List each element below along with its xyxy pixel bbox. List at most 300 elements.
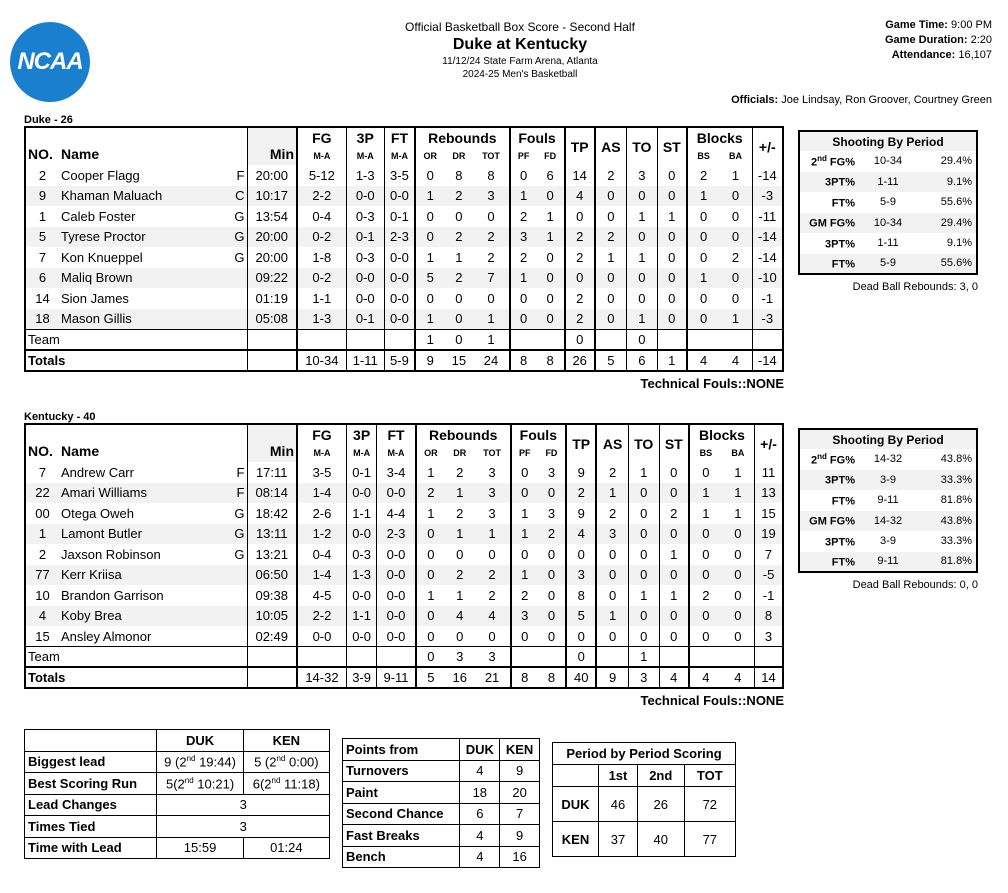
col-st: ST	[659, 424, 689, 462]
player-minutes: 13:11	[247, 524, 297, 545]
player-assists: 2	[596, 503, 628, 524]
player-ba: 0	[722, 565, 755, 586]
shooting-row	[799, 470, 977, 491]
team-tp: 0	[566, 647, 596, 668]
points-from-duk: 6	[460, 803, 500, 825]
col-fd: FD	[537, 147, 565, 165]
player-def-reb: 2	[444, 227, 473, 248]
player-plus-minus: 19	[755, 524, 783, 545]
player-minutes: 17:11	[247, 462, 297, 483]
player-three-pt: 0-3	[346, 206, 384, 227]
team-title: Duke - 26	[24, 114, 73, 126]
period-1st-score: 46	[599, 787, 638, 822]
best-run-ken: 6(2nd 11:18)	[243, 773, 329, 795]
player-plus-minus: -10	[752, 268, 783, 289]
period-header-2nd: 2nd	[637, 765, 684, 787]
totals-fd: 8	[537, 350, 565, 371]
player-name: Sion James	[61, 290, 129, 306]
player-steals: 0	[659, 565, 689, 586]
col-blocks: Blocks	[687, 127, 752, 147]
period-total-score: 77	[684, 822, 735, 857]
player-row	[25, 288, 783, 309]
player-fg: 2-2	[297, 606, 346, 627]
player-turnovers: 0	[628, 503, 659, 524]
shooting-by-period-away	[798, 130, 978, 293]
col-fouls: Fouls	[511, 424, 566, 444]
player-off-reb: 0	[416, 544, 445, 565]
player-pf: 2	[511, 585, 538, 606]
player-pf: 3	[510, 227, 537, 248]
player-fg: 1-3	[297, 309, 346, 330]
player-ba: 2	[731, 249, 740, 265]
shooting-label: 3PT%	[825, 536, 855, 549]
player-position: G	[234, 526, 245, 542]
team-turnovers: 0	[626, 329, 657, 350]
player-ba: 0	[719, 186, 752, 207]
player-position: F	[236, 485, 245, 501]
player-fd: 0	[538, 565, 566, 586]
player-turnovers: 1	[628, 585, 659, 606]
totals-ba: 4	[722, 667, 755, 688]
shooting-row	[799, 213, 977, 234]
col-3p-ma: M-A	[346, 444, 376, 462]
col-bs: BS	[687, 147, 720, 165]
player-pf: 1	[511, 565, 538, 586]
player-three-pt: 0-1	[346, 309, 384, 330]
player-tp: 8	[566, 585, 596, 606]
player-ft: 2-3	[377, 524, 416, 545]
player-turnovers: 0	[628, 626, 659, 647]
shooting-row	[799, 511, 977, 532]
player-ft: 0-0	[377, 544, 416, 565]
shooting-by-period-home	[798, 428, 978, 591]
shooting-row	[799, 233, 977, 254]
player-tot-reb: 3	[474, 483, 510, 504]
player-fg: 0-2	[297, 268, 346, 289]
totals-turnovers: 6	[626, 350, 657, 371]
player-number: 77	[25, 565, 59, 586]
totals-fg: 14-32	[297, 667, 346, 688]
player-name-cell	[59, 309, 247, 330]
player-name-cell	[59, 462, 247, 483]
best-run-duk: 5(2nd 10:21)	[157, 773, 243, 795]
shooting-made-attempted: 9-11	[877, 494, 899, 507]
team-def-reb: 0	[444, 329, 473, 350]
col-to: TO	[628, 424, 659, 462]
player-minutes: 10:17	[247, 186, 297, 207]
player-three-pt: 0-3	[346, 247, 384, 268]
totals-row	[25, 350, 783, 371]
player-name: Kerr Kriisa	[61, 567, 122, 583]
totals-ba: 4	[719, 350, 752, 371]
col-pf: PF	[510, 147, 537, 165]
player-pf: 2	[510, 206, 537, 227]
player-fg: 1-8	[297, 247, 346, 268]
player-turnovers: 1	[626, 247, 657, 268]
col-or: OR	[415, 147, 444, 165]
best-run-label: Best Scoring Run	[25, 773, 157, 795]
player-pf: 1	[510, 186, 537, 207]
player-turnovers: 0	[628, 565, 659, 586]
time-with-lead-ken: 01:24	[243, 837, 329, 859]
player-off-reb: 0	[416, 565, 445, 586]
player-tot-reb: 0	[488, 628, 496, 644]
totals-pf: 8	[510, 350, 537, 371]
team-tot-reb: 1	[473, 329, 509, 350]
player-tot-reb: 0	[487, 208, 495, 224]
player-ba: 0	[734, 546, 742, 562]
player-tp: 9	[566, 503, 596, 524]
player-plus-minus: -3	[752, 186, 783, 207]
lead-changes-row	[25, 794, 330, 816]
shooting-table	[798, 130, 978, 275]
shooting-row	[799, 552, 977, 573]
player-steals: 1	[659, 544, 689, 565]
player-fd: 6	[546, 167, 554, 183]
player-assists: 0	[595, 288, 627, 309]
player-turnovers: 1	[626, 206, 657, 227]
player-name-cell	[59, 186, 247, 207]
player-turnovers: 0	[626, 268, 657, 289]
shooting-pct: 55.6%	[917, 254, 977, 275]
points-from-label: Paint	[343, 782, 460, 804]
player-ft: 2-3	[384, 227, 415, 248]
player-name-cell	[59, 544, 247, 565]
player-off-reb: 1	[416, 462, 445, 483]
player-def-reb: 2	[444, 186, 473, 207]
player-fg: 2-6	[297, 503, 346, 524]
player-tp: 2	[565, 288, 595, 309]
col-fd: FD	[538, 444, 566, 462]
duration-label: Game Duration:	[885, 34, 968, 46]
shooting-label: GM FG%	[799, 213, 859, 234]
player-name-cell	[59, 268, 247, 289]
player-assists: 2	[595, 227, 627, 248]
player-bs: 2	[687, 165, 720, 186]
team-section-away	[24, 114, 784, 391]
player-def-reb: 2	[456, 505, 464, 521]
player-tp: 2	[565, 247, 595, 268]
player-fg: 0-0	[297, 626, 346, 647]
player-tot-reb: 3	[488, 464, 496, 480]
player-row	[25, 626, 783, 647]
totals-label: Totals	[25, 667, 247, 688]
period-scoring-title: Period by Period Scoring	[553, 743, 736, 765]
report-subtitle: Official Basketball Box Score - Second Half	[405, 20, 635, 34]
player-number: 00	[35, 505, 50, 521]
player-row	[25, 206, 783, 227]
player-fd: 0	[547, 587, 556, 603]
player-position: G	[234, 505, 245, 521]
player-def-reb: 2	[444, 268, 473, 289]
player-assists: 0	[595, 309, 627, 330]
shooting-made-attempted: 3-9	[859, 470, 917, 491]
player-number: 7	[38, 464, 47, 480]
shooting-label: 3PT%	[799, 470, 859, 491]
col-to: TO	[626, 127, 657, 165]
lead-changes-value: 3	[157, 794, 330, 816]
player-tp: 5	[566, 606, 596, 627]
player-plus-minus: 7	[755, 544, 783, 565]
player-assists: 2	[596, 462, 628, 483]
period-header-1st: 1st	[599, 765, 638, 787]
player-steals: 0	[657, 247, 687, 268]
player-position: C	[235, 188, 245, 204]
player-number: 22	[25, 483, 59, 504]
player-minutes: 09:22	[247, 268, 297, 289]
game-time: 9:00 PM	[951, 19, 992, 31]
player-number: 1	[38, 208, 47, 224]
points-from-title: Points from	[343, 739, 460, 761]
period-2nd-score: 26	[637, 787, 684, 822]
team-row	[25, 329, 783, 350]
player-name: Otega Oweh	[61, 505, 134, 521]
player-steals: 0	[657, 288, 687, 309]
player-bs: 1	[689, 483, 722, 504]
player-fd: 3	[547, 464, 556, 480]
dead-ball-rebounds: Dead Ball Rebounds: 0, 0	[852, 579, 978, 591]
player-ft: 0-0	[384, 288, 415, 309]
player-plus-minus: -1	[755, 585, 783, 606]
period-team: DUK	[553, 787, 599, 822]
points-from-row	[343, 782, 540, 804]
totals-three-pt: 1-11	[346, 350, 384, 371]
player-off-reb: 1	[416, 503, 445, 524]
totals-tp: 26	[565, 350, 595, 371]
player-row	[25, 165, 783, 186]
player-name: Caleb Foster	[61, 208, 136, 224]
col-st: ST	[657, 127, 687, 165]
player-bs: 0	[689, 462, 722, 483]
player-tp: 4	[565, 186, 595, 207]
player-ft: 4-4	[377, 503, 416, 524]
player-steals: 0	[659, 483, 689, 504]
points-from-ken: 9	[500, 760, 540, 782]
player-off-reb: 1	[416, 585, 445, 606]
player-fg: 1-4	[297, 483, 346, 504]
player-plus-minus: -14	[752, 227, 783, 248]
officials-label: Officials:	[731, 94, 779, 106]
shooting-label: 2nd FG%	[810, 153, 855, 169]
shooting-made-attempted: 5-9	[880, 196, 896, 209]
player-row	[25, 606, 783, 627]
points-from-row	[343, 846, 540, 868]
player-ft: 3-5	[384, 165, 415, 186]
player-turnovers: 0	[626, 288, 657, 309]
player-fg: 3-5	[297, 462, 346, 483]
player-row	[25, 585, 783, 606]
shooting-pct: 43.8%	[940, 453, 972, 466]
time-with-lead-label: Time with Lead	[25, 837, 157, 859]
player-number: 7	[38, 249, 47, 265]
player-row	[25, 186, 783, 207]
biggest-lead-row	[25, 751, 330, 773]
attendance-label: Attendance:	[891, 49, 956, 61]
times-tied-row	[25, 816, 330, 838]
player-ba: 1	[722, 483, 755, 504]
shooting-pct: 9.1%	[917, 172, 977, 193]
player-name-cell	[59, 288, 247, 309]
player-minutes: 08:14	[247, 483, 297, 504]
player-pf: 0	[511, 483, 538, 504]
player-tp: 3	[566, 565, 596, 586]
points-from-team-ken: KEN	[500, 739, 540, 761]
player-bs: 0	[687, 309, 720, 330]
shooting-row	[799, 254, 977, 275]
player-name-cell	[59, 626, 247, 647]
player-name: Maliq Brown	[61, 270, 133, 286]
col-dr: DR	[444, 147, 473, 165]
player-name-cell	[59, 227, 247, 248]
player-plus-minus: -3	[752, 309, 783, 330]
player-fd: 2	[538, 524, 566, 545]
player-bs: 0	[687, 206, 720, 227]
shooting-made-attempted: 1-11	[877, 237, 899, 250]
player-row	[25, 227, 783, 248]
date-venue: 11/12/24 State Farm Arena, Atlanta	[442, 56, 598, 67]
col-plus-minus: +/-	[755, 424, 783, 462]
col-blocks: Blocks	[689, 424, 755, 444]
player-name: Khaman Maluach	[61, 188, 163, 204]
col-plus-minus: +/-	[752, 127, 783, 165]
player-name-cell	[59, 165, 247, 186]
player-def-reb: 1	[445, 483, 474, 504]
time-with-lead-duk: 15:59	[157, 837, 243, 859]
col-as: AS	[595, 127, 627, 165]
points-from-label: Fast Breaks	[343, 825, 460, 847]
player-three-pt: 0-1	[346, 462, 376, 483]
totals-row	[25, 667, 783, 688]
player-ft: 0-0	[377, 626, 416, 647]
totals-tot-reb: 24	[473, 350, 509, 371]
col-bs: BS	[689, 444, 722, 462]
player-turnovers: 1	[626, 309, 657, 330]
player-ft: 0-0	[377, 606, 416, 627]
player-ba: 0	[719, 268, 752, 289]
player-three-pt: 1-1	[346, 503, 376, 524]
player-assists: 0	[595, 268, 627, 289]
totals-tp: 40	[566, 667, 596, 688]
player-off-reb: 0	[415, 227, 444, 248]
shooting-made-attempted: 9-11	[859, 552, 917, 573]
player-name: Lamont Butler	[61, 526, 142, 542]
player-pf: 0	[510, 309, 537, 330]
player-row	[25, 268, 783, 289]
player-bs: 1	[687, 268, 720, 289]
summary-team-ken: KEN	[243, 730, 329, 752]
player-row	[25, 524, 783, 545]
player-off-reb: 0	[415, 165, 444, 186]
totals-turnovers: 3	[628, 667, 659, 688]
player-ba: 0	[722, 524, 755, 545]
col-rebounds: Rebounds	[415, 127, 509, 147]
player-assists: 3	[596, 524, 628, 545]
player-tp: 0	[566, 626, 596, 647]
player-fg: 0-4	[297, 544, 346, 565]
player-tot-reb: 4	[474, 606, 510, 627]
report-header	[330, 20, 710, 80]
col-name: Name	[59, 424, 247, 462]
col-ft: FT	[384, 127, 415, 147]
points-from-ken: 7	[500, 803, 540, 825]
player-tp: 0	[565, 268, 595, 289]
player-fd: 0	[538, 483, 566, 504]
player-def-reb: 8	[455, 167, 463, 183]
totals-tot-reb: 21	[474, 667, 510, 688]
player-fg: 1-1	[297, 288, 346, 309]
player-tot-reb: 2	[487, 249, 495, 265]
totals-assists: 5	[595, 350, 627, 371]
player-def-reb: 2	[445, 565, 474, 586]
player-number: 2	[38, 546, 47, 562]
player-fg: 0-2	[297, 227, 346, 248]
player-ba: 0	[722, 606, 755, 627]
player-fd: 1	[537, 227, 565, 248]
points-from-ken: 9	[500, 825, 540, 847]
points-from-duk: 4	[460, 846, 500, 868]
player-off-reb: 1	[415, 309, 444, 330]
player-ft: 0-0	[377, 585, 416, 606]
player-bs: 1	[689, 503, 722, 524]
totals-off-reb: 9	[415, 350, 444, 371]
col-tot: TOT	[474, 444, 510, 462]
player-name-cell	[59, 247, 247, 268]
player-position: G	[234, 546, 245, 562]
team-title: Kentucky - 40	[24, 411, 96, 423]
times-tied-value: 3	[157, 816, 330, 838]
totals-steals: 1	[657, 350, 687, 371]
shooting-made-attempted: 14-32	[859, 511, 917, 532]
shooting-row	[799, 172, 977, 193]
player-assists: 0	[595, 186, 627, 207]
points-from-duk: 4	[460, 825, 500, 847]
player-row	[25, 462, 783, 483]
player-turnovers: 0	[628, 544, 659, 565]
player-off-reb: 1	[415, 186, 444, 207]
points-from-label: Second Chance	[343, 803, 460, 825]
col-ba: BA	[719, 147, 752, 165]
player-pf: 0	[511, 544, 538, 565]
totals-pf: 8	[511, 667, 538, 688]
player-minutes: 01:19	[247, 288, 297, 309]
player-name: Kon Knueppel	[61, 249, 143, 265]
team-label: Team	[25, 329, 247, 350]
col-dr: DR	[445, 444, 474, 462]
game-duration: 2:20	[970, 34, 992, 46]
shooting-table	[798, 428, 978, 573]
player-turnovers: 3	[626, 165, 657, 186]
col-fg: FG	[297, 127, 346, 147]
period-row-ken	[553, 822, 736, 857]
totals-def-reb: 16	[445, 667, 474, 688]
col-3p: 3P	[346, 424, 376, 444]
player-off-reb: 5	[415, 268, 444, 289]
player-tp: 14	[565, 165, 595, 186]
totals-ft: 5-9	[384, 350, 415, 371]
player-position: G	[234, 249, 245, 265]
player-ft: 0-0	[377, 483, 416, 504]
player-steals: 0	[657, 227, 687, 248]
player-row	[25, 544, 783, 565]
col-rebounds: Rebounds	[416, 424, 511, 444]
player-name: Tyrese Proctor	[61, 229, 146, 245]
game-title: Duke at Kentucky	[452, 36, 588, 53]
player-bs: 0	[689, 544, 722, 565]
points-from-table	[342, 738, 540, 868]
player-bs: 0	[687, 288, 720, 309]
shooting-pct: 55.6%	[940, 196, 972, 209]
col-name: Name	[59, 127, 247, 165]
